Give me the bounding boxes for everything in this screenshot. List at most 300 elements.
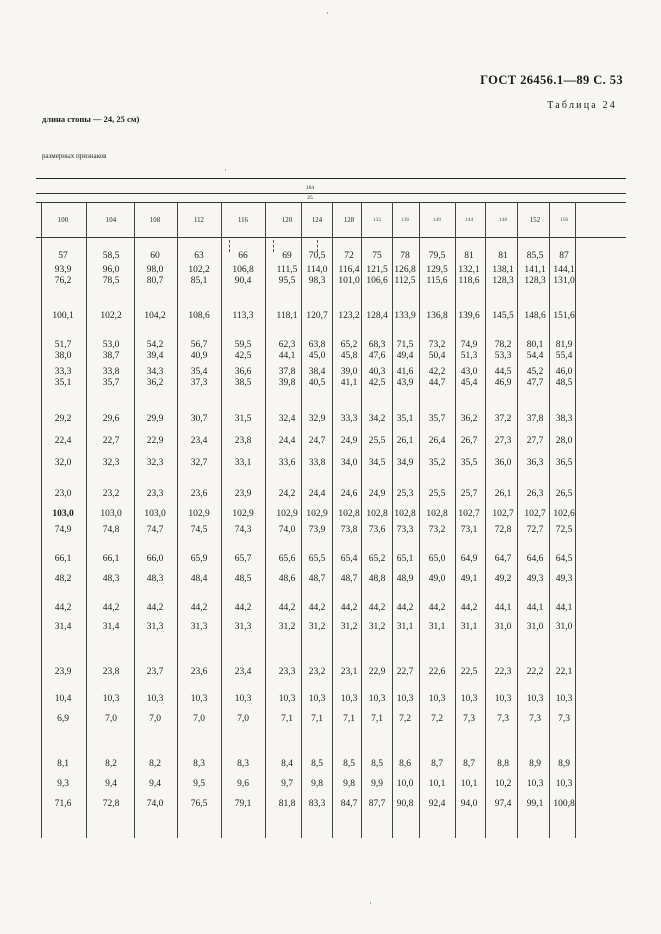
table-cell: 65,2 45,8 (340, 340, 358, 361)
table-cell: 31,3 (234, 622, 252, 632)
table-cell: 24,9 (368, 489, 386, 499)
table-cell: 7,1 (311, 714, 323, 724)
column-header: 116 (238, 217, 248, 224)
table-cell: 23,2 (102, 489, 120, 499)
table-cell: 22,3 (494, 667, 512, 677)
table-cell: 102,7 (524, 509, 546, 519)
table-cell: 102,8 (394, 509, 416, 519)
table-cell: 7,3 (558, 714, 570, 724)
table-cell: 56,7 40,9 (190, 340, 208, 361)
table-cell: 35,5 (460, 458, 478, 468)
table-cell: 8,8 (497, 759, 509, 769)
table-cell: 37,2 (494, 414, 512, 424)
table-cell: 8,1 (57, 759, 69, 769)
table-cell: 10,3 (234, 694, 252, 704)
table-cell: 25,7 (460, 489, 478, 499)
table-cell: 22,6 (428, 667, 446, 677)
table-cell: 74,9 (54, 525, 72, 535)
column-header: 156 (559, 217, 569, 223)
table-cell: 31,1 (460, 622, 478, 632)
table-cell: 33,3 35,1 (54, 367, 72, 388)
table-cell: 8,5 (343, 759, 355, 769)
table-cell: 9,8 (311, 779, 323, 789)
table-cell: 65,4 (340, 554, 358, 564)
table-cell: 10,3 (308, 694, 326, 704)
table-cell: 65,9 (190, 554, 208, 564)
table-subtitle: длина стопы — 24, 25 см) (42, 114, 140, 124)
table-cell: 23,4 (190, 436, 208, 446)
table-cell: 23,9 (54, 667, 72, 677)
table-cell: 10,3 (555, 694, 573, 704)
table-cell: 23,6 (190, 667, 208, 677)
column-divider (177, 202, 178, 838)
table-cell: 22,2 (526, 667, 544, 677)
table-cell: 10,0 (396, 779, 414, 789)
table-cell: 98,0 80,7 (146, 265, 164, 286)
table-cell: 81,9 55,4 (555, 340, 573, 361)
table-cell: 78,2 53,3 (494, 340, 512, 361)
column-header: 148 (498, 217, 508, 223)
column-header: 124 (311, 217, 323, 224)
table-cell: 31,3 (146, 622, 164, 632)
table-cell: 36,3 (526, 458, 544, 468)
table-cell: 8,2 (149, 759, 161, 769)
table-cell: 71,5 49,4 (396, 340, 414, 361)
table-cell: 32,4 (278, 414, 296, 424)
table-cell: 66,1 (54, 554, 72, 564)
table-cell: 33,6 (278, 458, 296, 468)
table-cell: 33,1 (234, 458, 252, 468)
table-cell: 44,2 (146, 603, 164, 613)
table-cell: 96,0 78,5 (102, 265, 120, 286)
table-cell: 64,5 (555, 554, 573, 564)
table-cell: 73,9 (308, 525, 326, 535)
table-cell: 24,6 (340, 489, 358, 499)
table-cell: 26,5 (555, 489, 573, 499)
column-divider (134, 202, 135, 838)
table-cell: 31,2 (308, 622, 326, 632)
table-cell: 102,8 (366, 509, 388, 519)
table-cell: 102,9 (306, 509, 328, 519)
table-cell: 23,0 (54, 489, 72, 499)
table-cell: 35,2 (428, 458, 446, 468)
table-cell: 87 (559, 251, 569, 261)
table-cell: 66 (238, 251, 248, 261)
table-cell: 7,2 (399, 714, 411, 724)
table-cell: 27,7 (526, 436, 544, 446)
table-cell: 92,4 (428, 799, 446, 809)
table-cell: 75 (372, 251, 382, 261)
table-cell: 123,2 (338, 311, 360, 321)
table-cell: 24,4 (308, 489, 326, 499)
table-cell: 44,2 (308, 603, 326, 613)
table-cell: 32,7 (190, 458, 208, 468)
table-cell: 80,1 54,4 (526, 340, 544, 361)
table-cell: 32,3 (146, 458, 164, 468)
table-cell: 8,9 (558, 759, 570, 769)
table-subtitle-secondary: размерных признаков (42, 152, 107, 160)
column-divider (265, 202, 266, 838)
table-cell: 49,1 (460, 574, 478, 584)
table-cell: 7,1 (281, 714, 293, 724)
table-cell: 31,5 (234, 414, 252, 424)
table-cell: 9,7 (281, 779, 293, 789)
column-divider (332, 202, 333, 838)
table-cell: 22,9 (146, 436, 164, 446)
table-cell: 27,3 (494, 436, 512, 446)
table-cell: 72,5 (555, 525, 573, 535)
column-header: 132 (372, 217, 382, 223)
table-cell: 43,0 45,4 (460, 367, 478, 388)
table-cell: 8,7 (463, 759, 475, 769)
table-cell: 144,1 131,0 (553, 265, 575, 286)
table-cell: 66,1 (102, 554, 120, 564)
table-cell: 24,2 (278, 489, 296, 499)
table-cell: 31,0 (526, 622, 544, 632)
table-cell: 90,8 (396, 799, 414, 809)
table-cell: 44,1 (526, 603, 544, 613)
group-label-a: 164 (305, 185, 315, 191)
table-cell: 53,0 38,7 (102, 340, 120, 361)
column-divider (455, 202, 456, 838)
table-cell: 79,5 (428, 251, 446, 261)
table-cell: 83,3 (308, 799, 326, 809)
table-cell: 72,8 (494, 525, 512, 535)
table-cell: 132,1 118,6 (458, 265, 480, 286)
column-header: 104 (105, 217, 117, 224)
table-cell: 64,7 (494, 554, 512, 564)
table-cell: 78 (400, 251, 410, 261)
column-header: 108 (149, 217, 161, 224)
table-cell: 44,2 (368, 603, 386, 613)
table-cell: 26,4 (428, 436, 446, 446)
table-cell: 23,2 (308, 667, 326, 677)
table-cell: 102,2 85,1 (188, 265, 210, 286)
table-cell: 10,3 (190, 694, 208, 704)
table-cell: 34,2 (368, 414, 386, 424)
table-cell: 46,0 48,5 (555, 367, 573, 388)
table-cell: 100,1 (52, 311, 74, 321)
table-cell: 7,0 (149, 714, 161, 724)
table-cell: 22,1 (555, 667, 573, 677)
column-divider (575, 202, 576, 838)
table-cell: 102,6 (553, 509, 575, 519)
column-divider (392, 202, 393, 838)
table-cell: 58,5 (102, 251, 120, 261)
table-cell: 8,7 (431, 759, 443, 769)
table-cell: 28,0 (555, 436, 573, 446)
table-cell: 10,2 (494, 779, 512, 789)
table-cell: 10,1 (460, 779, 478, 789)
table-cell: 102,9 (276, 509, 298, 519)
table-cell: 73,3 (396, 525, 414, 535)
table-cell: 44,2 (54, 603, 72, 613)
table-cell: 60 (150, 251, 160, 261)
table-cell: 102,7 (492, 509, 514, 519)
table-cell: 10,3 (102, 694, 120, 704)
table-cell: 41,6 43,9 (396, 367, 414, 388)
table-cell: 8,3 (193, 759, 205, 769)
table-cell: 44,1 (555, 603, 573, 613)
table-cell: 23,7 (146, 667, 164, 677)
table-cell: 74,0 (278, 525, 296, 535)
table-cell: 31,1 (428, 622, 446, 632)
scan-speck: · (326, 8, 329, 18)
column-divider (549, 202, 550, 838)
table-cell: 9,9 (371, 779, 383, 789)
table-cell: 9,5 (193, 779, 205, 789)
table-cell: 116,4 101,0 (338, 265, 360, 286)
table-cell: 48,6 (278, 574, 296, 584)
table-cell: 34,0 (340, 458, 358, 468)
table-cell: 49,3 (555, 574, 573, 584)
column-header: 128 (343, 217, 355, 224)
table-cell: 8,9 (529, 759, 541, 769)
table-cell: 85,5 (526, 251, 544, 261)
table-cell: 44,2 (460, 603, 478, 613)
table-cell: 31,0 (494, 622, 512, 632)
table-cell: 102,8 (338, 509, 360, 519)
table-cell: 73,8 (340, 525, 358, 535)
table-cell: 7,3 (463, 714, 475, 724)
table-cell: 7,1 (343, 714, 355, 724)
table-cell: 139,6 (458, 311, 480, 321)
table-cell: 8,6 (399, 759, 411, 769)
table-cell: 10,3 (460, 694, 478, 704)
table-cell: 23,9 (234, 489, 252, 499)
table-cell: 141,1 128,3 (524, 265, 546, 286)
table-cell: 44,5 46,9 (494, 367, 512, 388)
table-cell: 24,9 (340, 436, 358, 446)
table-cell: 10,3 (278, 694, 296, 704)
table-cell: 35,1 (396, 414, 414, 424)
table-cell: 36,5 (555, 458, 573, 468)
table-cell: 44,2 (396, 603, 414, 613)
table-cell: 45,2 47,7 (526, 367, 544, 388)
table-cell: 54,2 39,4 (146, 340, 164, 361)
table-cell: 23,8 (102, 667, 120, 677)
table-cell: 64,9 (460, 554, 478, 564)
table-cell: 103,0 (52, 509, 74, 519)
table-cell: 33,8 (308, 458, 326, 468)
table-cell: 42,2 44,7 (428, 367, 446, 388)
table-cell: 102,9 (232, 509, 254, 519)
table-cell: 121,5 106,6 (366, 265, 388, 286)
table-cell: 37,8 39,8 (278, 367, 296, 388)
table-cell: 36,0 (494, 458, 512, 468)
table-cell: 9,6 (237, 779, 249, 789)
table-cell: 44,1 (494, 603, 512, 613)
table-cell: 51,7 38,0 (54, 340, 72, 361)
table-cell: 81 (464, 251, 474, 261)
table-cell: 8,3 (237, 759, 249, 769)
table-cell: 68,3 47,6 (368, 340, 386, 361)
table-cell: 102,2 (100, 311, 122, 321)
table-cell: 44,2 (102, 603, 120, 613)
table-cell: 34,3 36,2 (146, 367, 164, 388)
table-cell: 34,9 (396, 458, 414, 468)
table-cell: 32,3 (102, 458, 120, 468)
table-cell: 35,7 (428, 414, 446, 424)
table-cell: 8,5 (371, 759, 383, 769)
table-cell: 133,9 (394, 311, 416, 321)
table-cell: 76,5 (190, 799, 208, 809)
column-divider (361, 202, 362, 838)
table-cell: 25,5 (428, 489, 446, 499)
table-cell: 7,0 (193, 714, 205, 724)
table-cell: 74,9 51,3 (460, 340, 478, 361)
table-cell: 23,6 (190, 489, 208, 499)
scan-speck: · (369, 898, 372, 908)
table-cell: 24,7 (308, 436, 326, 446)
column-header: 100 (57, 217, 69, 224)
table-cell: 10,4 (54, 694, 72, 704)
table-cell: 48,2 (54, 574, 72, 584)
table-cell: 48,8 (368, 574, 386, 584)
table-cell: 79,1 (234, 799, 252, 809)
column-header: 144 (464, 217, 474, 223)
table-cell: 74,0 (146, 799, 164, 809)
table-cell: 10,1 (428, 779, 446, 789)
table-cell: 138,1 128,3 (492, 265, 514, 286)
table-cell: 7,1 (371, 714, 383, 724)
table-cell: 33,8 35,7 (102, 367, 120, 388)
table-cell: 129,5 115,6 (426, 265, 448, 286)
table-cell: 33,3 (340, 414, 358, 424)
table-cell: 29,6 (102, 414, 120, 424)
table-cell: 44,2 (278, 603, 296, 613)
column-divider (301, 202, 302, 838)
table-cell: 10,3 (396, 694, 414, 704)
table-cell: 31,0 (555, 622, 573, 632)
table-cell: 23,8 (234, 436, 252, 446)
table-cell: 48,5 (234, 574, 252, 584)
header-rule-1 (36, 193, 626, 194)
table-cell: 73,2 (428, 525, 446, 535)
table-cell: 148,6 (524, 311, 546, 321)
table-cell: 74,3 (234, 525, 252, 535)
table-cell: 81,8 (278, 799, 296, 809)
table-cell: 136,8 (426, 311, 448, 321)
table-cell: 103,0 (100, 509, 122, 519)
table-cell: 59,5 42,5 (234, 340, 252, 361)
table-cell: 8,2 (105, 759, 117, 769)
table-cell: 25,3 (396, 489, 414, 499)
table-cell: 10,3 (428, 694, 446, 704)
table-cell: 81 (498, 251, 508, 261)
table-cell: 10,3 (494, 694, 512, 704)
table-cell: 145,5 (492, 311, 514, 321)
table-cell: 22,4 (54, 436, 72, 446)
table-cell: 49,2 (494, 574, 512, 584)
scan-speck: · (224, 165, 227, 175)
header-rule-3 (36, 237, 626, 238)
table-cell: 10,3 (526, 779, 544, 789)
table-cell: 24,4 (278, 436, 296, 446)
table-cell: 32,9 (308, 414, 326, 424)
table-cell: 99,1 (526, 799, 544, 809)
table-cell: 72 (344, 251, 354, 261)
table-cell: 108,6 (188, 311, 210, 321)
table-cell: 72,7 (526, 525, 544, 535)
table-cell: 38,4 40,5 (308, 367, 326, 388)
table-label: Таблица 24 (547, 100, 617, 111)
table-cell: 31,4 (102, 622, 120, 632)
table-cell: 74,5 (190, 525, 208, 535)
table-cell: 31,2 (278, 622, 296, 632)
table-cell: 9,4 (149, 779, 161, 789)
table-cell: 36,6 38,5 (234, 367, 252, 388)
table-cell: 73,6 (368, 525, 386, 535)
table-cell: 65,5 (308, 554, 326, 564)
table-cell: 40,3 42,5 (368, 367, 386, 388)
table-cell: 73,2 50,4 (428, 340, 446, 361)
table-cell: 9,4 (105, 779, 117, 789)
table-cell: 23,3 (278, 667, 296, 677)
table-cell: 26,7 (460, 436, 478, 446)
table-cell: 48,3 (102, 574, 120, 584)
table-cell: 65,2 (368, 554, 386, 564)
table-cell: 62,3 44,1 (278, 340, 296, 361)
table-cell: 69 (282, 251, 292, 261)
table-cell: 93,9 76,2 (54, 265, 72, 286)
table-cell: 48,7 (340, 574, 358, 584)
table-cell: 26,1 (494, 489, 512, 499)
table-cell: 44,2 (340, 603, 358, 613)
table-cell: 102,7 (458, 509, 480, 519)
table-cell: 74,7 (146, 525, 164, 535)
table-cell: 44,2 (190, 603, 208, 613)
table-cell: 65,6 (278, 554, 296, 564)
table-cell: 63 (194, 251, 204, 261)
table-cell: 8,4 (281, 759, 293, 769)
table-cell: 7,0 (237, 714, 249, 724)
table-cell: 151,6 (553, 311, 575, 321)
table-cell: 34,5 (368, 458, 386, 468)
table-cell: 31,2 (340, 622, 358, 632)
column-divider (86, 202, 87, 838)
table-cell: 10,3 (526, 694, 544, 704)
table-cell: 103,0 (144, 509, 166, 519)
column-header: 120 (281, 217, 293, 224)
column-divider (41, 202, 42, 838)
table-cell: 6,9 (57, 714, 69, 724)
table-cell: 57 (58, 251, 68, 261)
column-header: 140 (432, 217, 442, 223)
table-cell: 48,3 (146, 574, 164, 584)
table-cell: 120,7 (306, 311, 328, 321)
table-cell: 9,8 (343, 779, 355, 789)
table-cell: 65,1 (396, 554, 414, 564)
table-cell: 128,4 (366, 311, 388, 321)
table-cell: 102,8 (426, 509, 448, 519)
column-header: 136 (400, 217, 410, 223)
group-label-b: 25 (307, 195, 313, 201)
table-cell: 23,4 (234, 667, 252, 677)
table-cell: 113,3 (232, 311, 254, 321)
table-cell: 8,5 (311, 759, 323, 769)
column-divider (485, 202, 486, 838)
table-cell: 49,3 (526, 574, 544, 584)
table-cell: 9,3 (57, 779, 69, 789)
table-cell: 32,0 (54, 458, 72, 468)
table-cell: 7,3 (497, 714, 509, 724)
table-cell: 38,3 (555, 414, 573, 424)
table-cell: 26,3 (526, 489, 544, 499)
table-cell: 31,3 (190, 622, 208, 632)
table-cell: 23,3 (146, 489, 164, 499)
table-cell: 31,2 (368, 622, 386, 632)
